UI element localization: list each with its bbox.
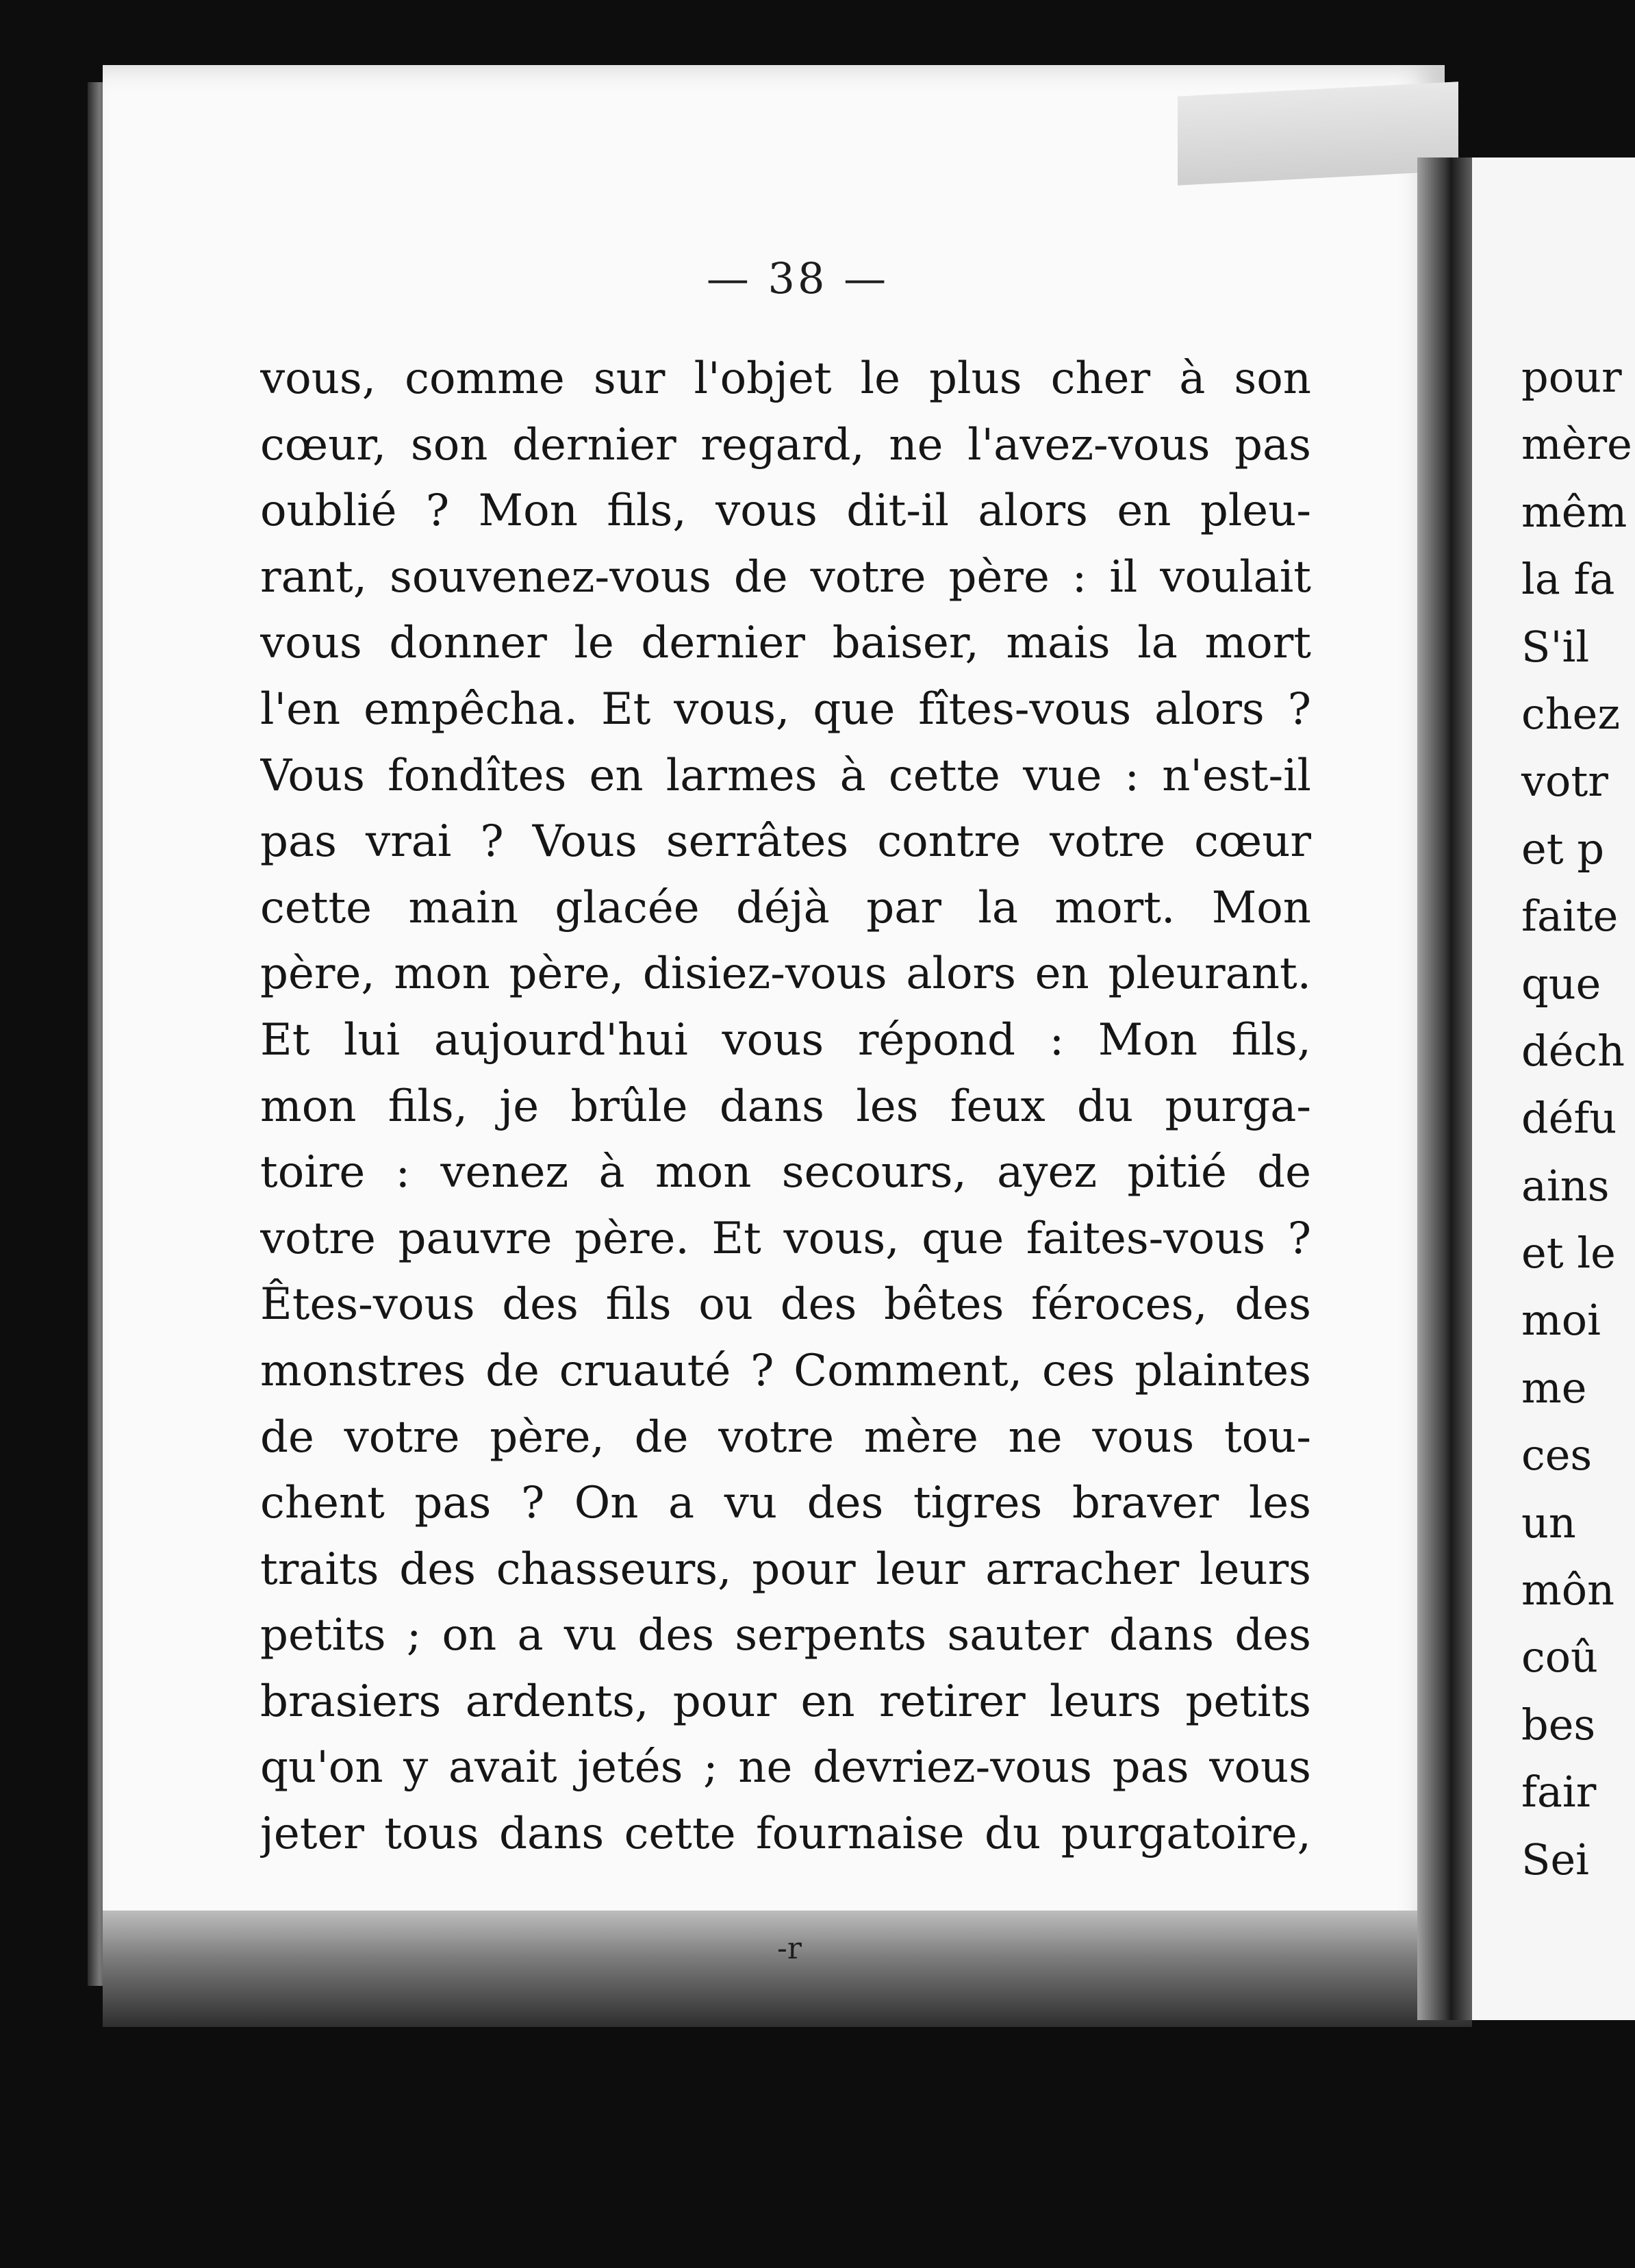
right-line: Sei [1521,1834,1589,1885]
right-line: que [1521,958,1601,1009]
right-line: chez [1521,688,1621,739]
page-bottom-shadow [103,1911,1472,2027]
right-line: ces [1521,1430,1593,1480]
text-line: votre pauvre père. Et vous, que faites-vous ? [260,1213,1311,1264]
right-line: défu [1521,1093,1617,1144]
text-line: brasiers ardents, pour en retirer leurs petits [260,1676,1311,1727]
right-line: mère [1521,419,1632,470]
right-line: ains [1521,1160,1610,1211]
book-gutter [1417,158,1479,2020]
text-line: chent pas ? On a vu des tigres braver les [260,1478,1311,1529]
right-page [1472,158,1635,2020]
folded-corner [1178,81,1458,185]
right-line: S'il [1521,621,1590,672]
text-line: Et lui aujourd'hui vous répond : Mon fils, [260,1014,1311,1066]
right-line: et le [1521,1228,1616,1278]
text-line: Êtes-vous des fils ou des bêtes féroces, des [260,1279,1311,1331]
text-line: Vous fondîtes en larmes à cette vue : n'est-il [260,750,1311,801]
text-line: cette main glacée déjà par la mort. Mon [260,882,1311,933]
text-line: vous, comme sur l'objet le plus cher à son [260,353,1311,404]
right-line: la fa [1521,554,1615,605]
text-line: cœur, son dernier regard, ne l'avez-vous pas [260,419,1311,470]
text-line: mon fils, je brûle dans les feux du purga- [260,1081,1311,1132]
right-line: bes [1521,1699,1596,1750]
right-line: un [1521,1497,1576,1548]
text-line: pas vrai ? Vous serrâtes contre votre cœur [260,816,1311,868]
text-line: l'en empêcha. Et vous, que fîtes-vous alors ? [260,683,1311,735]
text-line: qu'on y avait jetés ; ne devriez-vous pas vous [260,1742,1311,1793]
text-line: jeter tous dans cette fournaise du purgatoire, [260,1809,1311,1860]
right-line: moi [1521,1295,1601,1346]
text-line: petits ; on a vu des serpents sauter dans des [260,1610,1311,1661]
body-text [260,346,1311,1867]
right-line: me [1521,1362,1587,1413]
right-line: môn [1521,1565,1615,1615]
right-line: faite [1521,891,1619,942]
right-line: mêm [1521,486,1627,537]
text-line: toire : venez à mon secours, ayez pitié de [260,1147,1311,1198]
right-line: pour [1521,352,1622,402]
right-line: fair [1521,1767,1597,1817]
right-line: coû [1521,1632,1598,1683]
printer-mark: -r [777,1931,802,1966]
right-line: déch [1521,1025,1625,1076]
text-line: père, mon père, disiez-vous alors en pleurant. [260,948,1311,1000]
right-line: votr [1521,756,1608,807]
text-line: monstres de cruauté ? Comment, ces plaintes [260,1345,1311,1396]
text-line: rant, souvenez-vous de votre père : il voulait [260,551,1311,603]
right-line: et p [1521,823,1605,874]
right-page-text [1521,344,1632,1893]
text-line: oublié ? Mon fils, vous dit-il alors en pleu- [260,486,1311,537]
text-line: de votre père, de votre mère ne vous tou- [260,1411,1311,1463]
text-line: vous donner le dernier baiser, mais la mort [260,618,1311,669]
text-line: traits des chasseurs, pour leur arracher leurs [260,1544,1311,1595]
page-number: — 38 — [706,253,889,303]
